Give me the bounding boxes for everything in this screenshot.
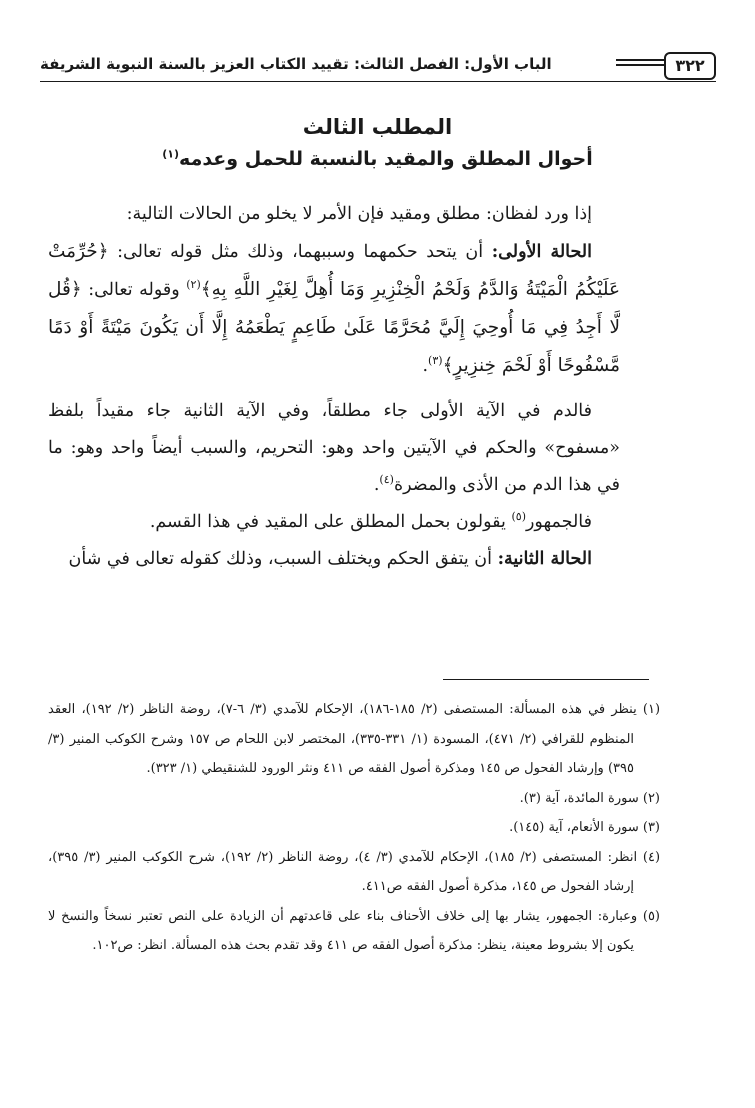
sentence-end-2: . (373, 475, 380, 495)
running-head: الباب الأول: الفصل الثالث: تقييد الكتاب العزيز بالسنة النبوية الشريفة (40, 55, 552, 73)
section-subtitle (60, 144, 695, 174)
header-divider (40, 81, 716, 82)
body-text (48, 196, 620, 578)
intro-paragraph: إذا ورد لفظان: مطلق ومقيد فإن الأمر لا يخلو من الحالات التالية: (126, 204, 592, 224)
header-ornament-rule (616, 59, 664, 66)
footnote-1: (١) ينظر في هذه المسألة: المستصفى (٢/ ١٨٥-١٨٦)، الإحكام للآمدي (٣/ ٦-٧)، روضة الناظر (٢/ ١٩٢)، العقد المنظوم للقرافي (٢/ ٤٧١)، المسودة (١/ ٣٣١-٣٣٥)، المختصر لابن اللحام ص ١٥٧ وشرح الكوكب المنير (٣/ ٣٩٥) وإرشاد الفحول ص ١٤٥ ومذكرة أصول الفقه ص ٤١١ ونثر الورود للشنقيطي (١/ ٣٢٣). (48, 702, 661, 776)
case-two-text: أن يتفق الحكم ويختلف السبب، وذلك كقوله تعالى في شأن (68, 549, 498, 569)
footnote-separator (443, 679, 649, 680)
footnote-ref-2: (٢) (186, 278, 201, 292)
blood-paragraph-text: فالدم في الآية الأولى جاء مطلقاً، وفي الآية الثانية جاء مقيداً بلفظ «مسفوح» والحكم في الآيتين واحد وهو: التحريم، والسبب أيضاً واحد وهو: ما في هذا الدم من الأذى والمضرة (48, 401, 620, 495)
case-one-lead: الحالة الأولى: (491, 242, 592, 262)
case-two-lead: الحالة الثانية: (497, 549, 592, 569)
footnote-4: (٤) انظر: المستصفى (٢/ ١٨٥)، الإحكام للآمدي (٣/ ٤)، روضة الناظر (٢/ ١٩٢)، شرح الكوكب المنير (٣/ ٣٩٥)، إرشاد الفحول ص ١٤٥، مذكرة أصول الفقه ص٤١١. (48, 849, 661, 894)
footnote-ref-3: (٣) (428, 354, 443, 368)
connector-text: وقوله تعالى: (81, 280, 187, 300)
majority-paragraph (48, 504, 620, 541)
case-two-paragraph (48, 541, 620, 578)
quran-verse-2: ﴿قُل لَّا أَجِدُ فِي مَا أُوحِيَ إِلَيَّ مُحَرَّمًا عَلَىٰ طَاعِمٍ يَطْعَمُهُ إِلَّا أَن يَكُونَ مَيْتَةً أَوْ دَمًا مَّسْفُوحًا أَوْ لَحْمَ خِنزِيرٍ﴾ (48, 279, 620, 376)
case-one-text: أن يتحد حكمهما وسببهما، وذلك مثل قوله تعالى: (117, 242, 492, 262)
footnote-ref-1: (١) (162, 147, 180, 161)
case-one-paragraph (48, 233, 620, 385)
page-number: ٣٢٢ (664, 52, 716, 80)
footnote-ref-4: (٤) (379, 473, 394, 487)
footnote-3: (٣) سورة الأنعام، آية (١٤٥). (509, 820, 660, 835)
majority-text: يقولون بحمل المطلق على المقيد في هذا القسم. (149, 512, 512, 532)
majority-term: فالجمهور (525, 512, 592, 532)
footnotes (48, 695, 660, 961)
quran-verse-1: ﴿حُرِّمَتْ عَلَيْكُمُ الْمَيْتَةُ وَالدَّمُ وَلَحْمُ الْخِنْزِيرِ وَمَا أُهِلَّ لِغَيْرِ اللَّهِ بِهِ﴾ (48, 241, 620, 300)
section-subtitle-text: أحوال المطلق والمقيد بالنسبة للحمل وعدمه (179, 148, 593, 170)
blood-paragraph (48, 393, 620, 504)
footnote-5: (٥) وعبارة: الجمهور، يشار بها إلى خلاف الأحناف بناء على قاعدتهم أن الزيادة على النص تعتبر نسخاً والنسخ لا يكون إلا بشروط معينة، ينظر: مذكرة أصول الفقه ص ٤١١ وقد تقدم بحث هذه المسألة. انظر: ص١٠٢. (48, 908, 660, 953)
footnote-ref-5: (٥) (511, 510, 526, 524)
sentence-end: . (422, 356, 429, 376)
section-title: المطلب الثالث (302, 115, 453, 139)
page-header (40, 48, 716, 82)
footnote-2: (٢) سورة المائدة، آية (٣). (519, 790, 660, 806)
